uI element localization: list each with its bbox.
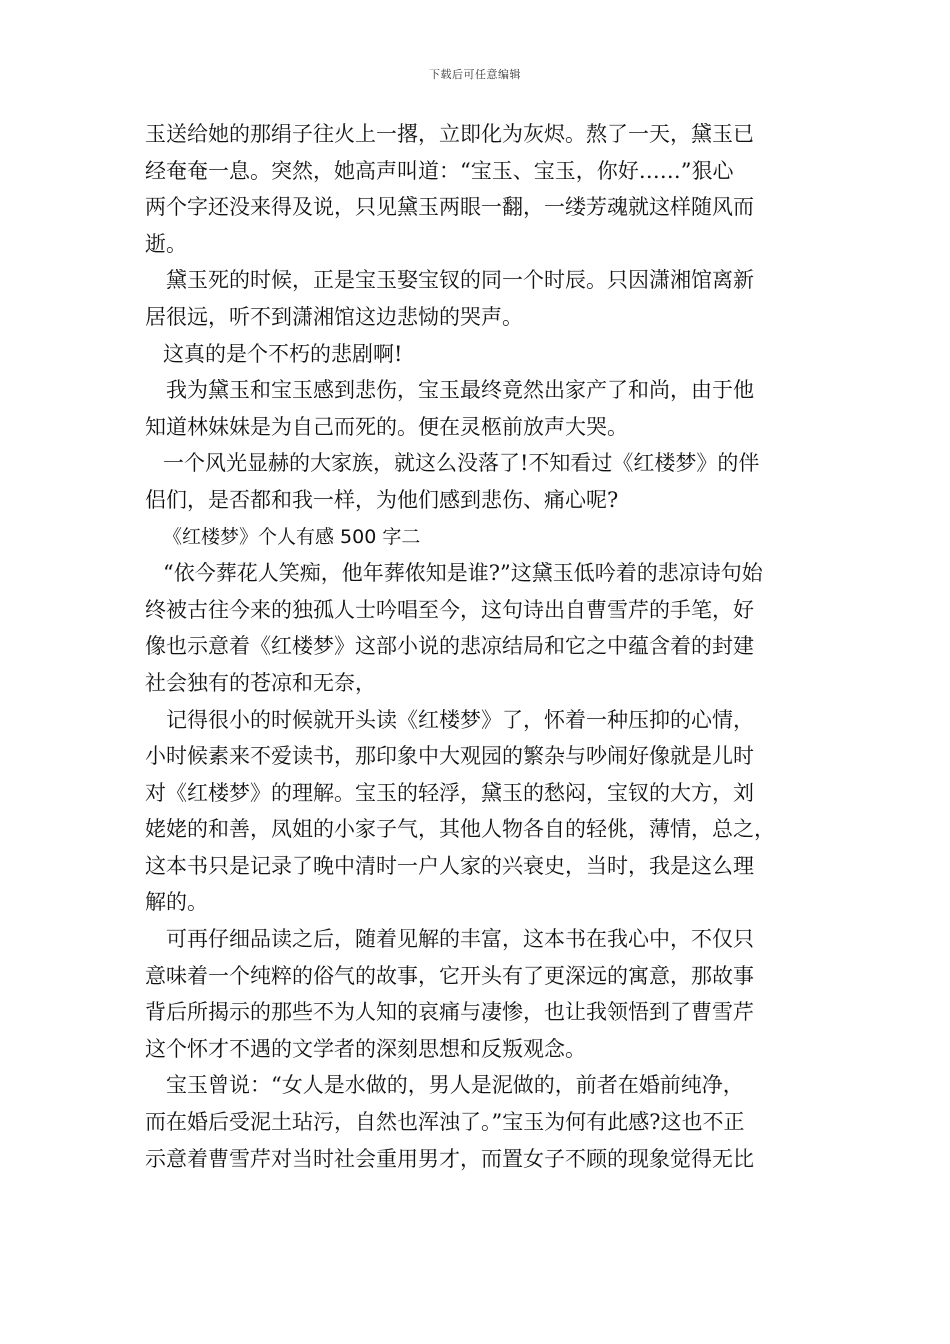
text-line: 示意着曹雪芹对当时社会重用男才，而置女子不顾的现象觉得无比	[145, 1146, 754, 1171]
text-line: 知道林妹妹是为自己而死的。便在灵柩前放声大哭。	[145, 414, 628, 439]
text-line: 意味着一个纯粹的俗气的故事，它开头有了更深远的寓意，那故事	[145, 963, 754, 988]
text-line: 逝。	[145, 231, 187, 256]
text-line: 这个怀才不遇的文学者的深刻思想和反叛观念。	[145, 1036, 586, 1061]
text-line: 姥姥的和善，凤姐的小家子气，其他人物各自的轻佻，薄情，总之，	[145, 817, 775, 842]
text-line: 终被古往今来的独孤人士吟唱至今，这句诗出自曹雪芹的手笔，好	[145, 597, 754, 622]
text-line: 这本书只是记录了晚中清时一户人家的兴衰史，当时，我是这么理	[145, 853, 754, 878]
text-line: 这真的是个不朽的悲剧啊!	[163, 341, 403, 366]
text-line: 像也示意着《红楼梦》这部小说的悲凉结局和它之中蕴含着的封建	[145, 634, 754, 659]
text-line: 解的。	[145, 890, 208, 915]
text-line: 居很远，听不到潇湘馆这边悲恸的哭声。	[145, 304, 523, 329]
text-line: 黛玉死的时候，正是宝玉娶宝钗的同一个时辰。只因潇湘馆离新	[166, 268, 754, 293]
text-line: “依今葬花人笑痴，他年葬侬知是谁?”这黛玉低吟着的悲凉诗句始	[163, 561, 763, 586]
text-line: 社会独有的苍凉和无奈，	[145, 670, 376, 695]
text-line: 小时候素来不爱读书，那印象中大观园的繁杂与吵闹好像就是儿时	[145, 744, 754, 769]
text-line: 我为黛玉和宝玉感到悲伤，宝玉最终竟然出家产了和尚，由于他	[166, 378, 754, 403]
text-line: 玉送给她的那绢子往火上一撂，立即化为灰烬。熬了一天，黛玉已	[145, 122, 754, 146]
body-text	[145, 116, 817, 1177]
page-header: 下载后可任意编辑	[429, 68, 521, 81]
text-line: 宝玉曾说：“女人是水做的，男人是泥做的，前者在婚前纯净，	[166, 1073, 744, 1098]
text-line: 对《红楼梦》的理解。宝玉的轻浮，黛玉的愁闷，宝钗的大方，刘	[145, 780, 754, 805]
text-line: 背后所揭示的那些不为人知的哀痛与凄惨，也让我领悟到了曹雪芹	[145, 1000, 754, 1025]
text-line: 记得很小的时候就开头读《红楼梦》了，怀着一种压抑的心情，	[166, 707, 754, 732]
text-line: 两个字还没来得及说，只见黛玉两眼一翻，一缕芳魂就这样随风而	[145, 195, 754, 220]
text-line: 一个风光显赫的大家族，就这么没落了!不知看过《红楼梦》的伴	[163, 451, 760, 476]
text-line: 而在婚后受泥土玷污，自然也浑浊了。”宝玉为何有此感?这也不正	[145, 1110, 745, 1135]
text-line: 侣们，是否都和我一样，为他们感到悲伤、痛心呢?	[145, 487, 619, 512]
text-line: 可再仔细品读之后，随着见解的丰富，这本书在我心中，不仅只	[166, 927, 754, 952]
section-heading: 《红楼梦》个人有感 500 字二	[163, 525, 421, 548]
text-line: 经奄奄一息。突然，她高声叫道：“宝玉、宝玉，你好……”狠心	[145, 158, 734, 183]
